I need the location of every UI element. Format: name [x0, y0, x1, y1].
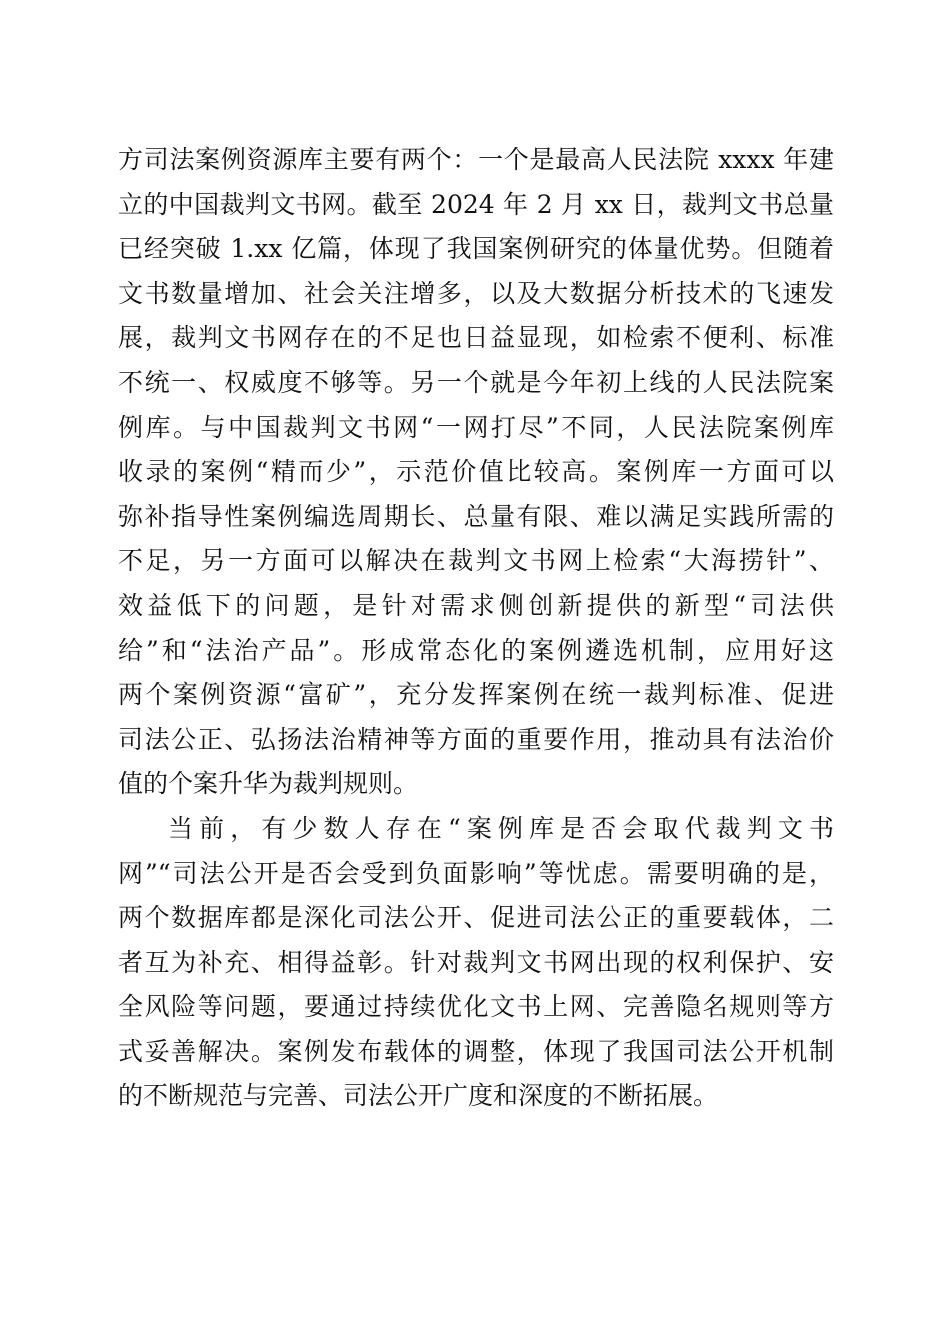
text-line: 立的中国裁判文书网。截至 2024 年 2 月 xx 日，裁判文书总量: [118, 189, 834, 219]
text-line: 收录的案例“精而少”，示范价值比较高。案例库一方面可以: [118, 457, 834, 487]
text-line: 式妥善解决。案例发布载体的调整，体现了我国司法公开机制: [118, 1036, 834, 1066]
text-line: 文书数量增加、社会关注增多，以及大数据分析技术的飞速发: [118, 278, 834, 308]
text-line: 的不断规范与完善、司法公开广度和深度的不断拓展。: [118, 1081, 719, 1111]
text-line: 已经突破 1.xx 亿篇，体现了我国案例研究的体量优势。但随着: [118, 234, 834, 264]
text-line: 网”“司法公开是否会受到负面影响”等忧虑。需要明确的是，: [118, 858, 834, 888]
text-line: 弥补指导性案例编选周期长、总量有限、难以满足实践所需的: [118, 501, 834, 531]
text-line: 给”和“法治产品”。形成常态化的案例遴选机制，应用好这: [118, 635, 834, 665]
text-line: 全风险等问题，要通过持续优化文书上网、完善隐名规则等方: [118, 992, 834, 1022]
paragraph-2: [118, 807, 834, 1119]
text-line: 司法公正、弘扬法治精神等方面的重要作用，推动具有法治价: [118, 724, 834, 754]
text-line: 值的个案升华为裁判规则。: [118, 769, 419, 799]
text-line: 两个数据库都是深化司法公开、促进司法公正的重要载体，二: [118, 903, 834, 933]
text-line: 不足，另一方面可以解决在裁判文书网上检索“大海捞针”、: [118, 546, 834, 576]
text-line: 者互为补充、相得益彰。针对裁判文书网出现的权利保护、安: [118, 947, 834, 977]
text-line: 两个案例资源“富矿”，充分发挥案例在统一裁判标准、促进: [118, 680, 834, 710]
text-line: 方司法案例资源库主要有两个：一个是最高人民法院 xxxx 年建: [118, 145, 834, 174]
text-line: 展，裁判文书网存在的不足也日益显现，如检索不便利、标准: [118, 323, 834, 353]
paragraph-1: [118, 138, 834, 807]
document-body: [118, 138, 834, 1119]
text-line: 效益低下的问题，是针对需求侧创新提供的新型“司法供: [118, 590, 834, 620]
text-line: 例库。与中国裁判文书网“一网打尽”不同，人民法院案例库: [118, 412, 834, 442]
text-line: 当前，有少数人存在“案例库是否会取代裁判文书: [168, 813, 834, 843]
text-line: 不统一、权威度不够等。另一个就是今年初上线的人民法院案: [118, 367, 834, 397]
